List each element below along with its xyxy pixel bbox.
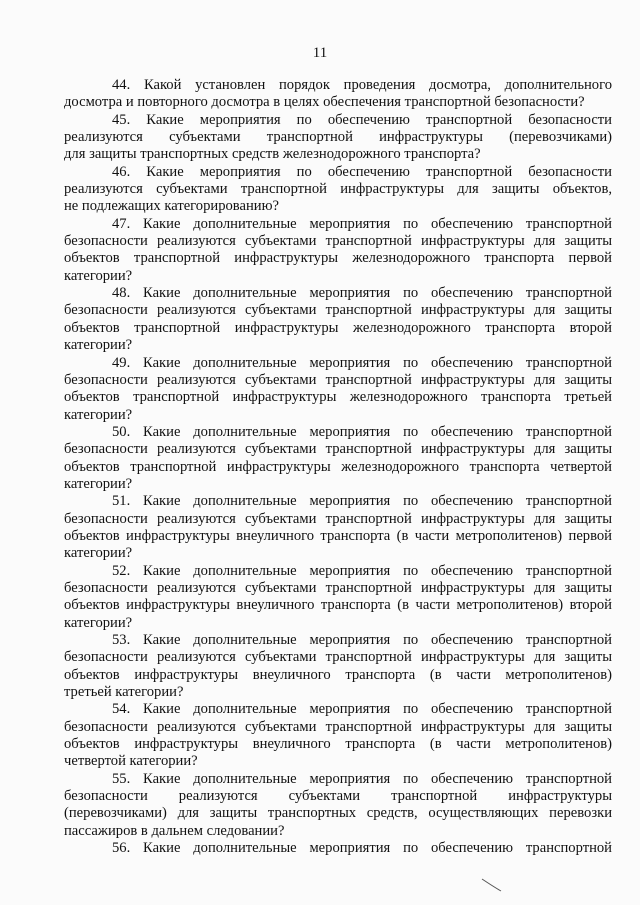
text-line: 56. Какие дополнительные мероприятия по обеспечению транспортной xyxy=(112,840,612,857)
question-paragraph xyxy=(64,840,612,857)
text-line: безопасности реализуются субъектами транспортной инфраструктуры для защиты xyxy=(64,302,612,319)
question-paragraph xyxy=(64,424,612,493)
text-line: категории? xyxy=(64,545,133,562)
text-line: объектов инфраструктуры внеуличного транспорта (в части метрополитенов) первой xyxy=(64,527,612,544)
text-line: для защиты транспортных средств железнодорожного транспорта? xyxy=(64,146,481,163)
text-line: (перевозчиками) для защиты транспортных средств, осуществляющих перевозки xyxy=(64,805,612,822)
question-paragraph xyxy=(64,771,612,840)
pen-mark-icon xyxy=(480,876,504,894)
text-line: 49. Какие дополнительные мероприятия по обеспечению транспортной xyxy=(112,354,612,371)
text-line: 44. Какой установлен порядок проведения досмотра, дополнительного xyxy=(112,77,612,93)
text-line: категории? xyxy=(64,406,133,423)
text-line: 53. Какие дополнительные мероприятия по обеспечению транспортной xyxy=(112,632,612,648)
text-line: безопасности реализуются субъектами транспортной инфраструктуры для защиты xyxy=(64,718,612,735)
question-paragraph xyxy=(64,355,612,424)
question-paragraph xyxy=(64,701,612,770)
text-line: безопасности реализуются субъектами транспортной инфраструктуры для защиты xyxy=(64,579,612,596)
question-paragraph xyxy=(64,112,612,164)
question-paragraph xyxy=(64,164,612,216)
text-line: категории? xyxy=(64,267,133,284)
text-line: безопасности реализуются субъектами транспортной инфраструктуры для защиты xyxy=(64,649,612,666)
text-line: 46. Какие мероприятия по обеспечению транспортной безопасности xyxy=(112,163,612,180)
text-line: реализуются субъектами транспортной инфраструктуры для защиты объектов, xyxy=(64,181,612,198)
text-line: объектов транспортной инфраструктуры железнодорожного транспорта четвертой xyxy=(64,458,612,475)
question-paragraph xyxy=(64,77,612,112)
question-paragraph xyxy=(64,563,612,632)
text-line: 51. Какие дополнительные мероприятия по обеспечению транспортной xyxy=(112,493,612,510)
text-line: безопасности реализуются субъектами транспортной инфраструктуры для защиты xyxy=(64,371,612,388)
text-line: безопасности реализуются субъектами транспортной инфраструктуры xyxy=(64,788,612,805)
text-line: объектов инфраструктуры внеуличного транспорта (в части метрополитенов) xyxy=(64,736,612,753)
text-line: 52. Какие дополнительные мероприятия по обеспечению транспортной xyxy=(112,562,612,579)
text-line: 50. Какие дополнительные мероприятия по обеспечению транспортной xyxy=(112,423,612,440)
text-line: объектов транспортной инфраструктуры железнодорожного транспорта третьей xyxy=(64,389,612,406)
text-line: реализуются субъектами транспортной инфраструктуры (перевозчиками) xyxy=(64,129,612,146)
question-paragraph xyxy=(64,493,612,562)
text-line: безопасности реализуются субъектами транспортной инфраструктуры для защиты xyxy=(64,233,612,250)
question-paragraph xyxy=(64,285,612,354)
text-line: 45. Какие мероприятия по обеспечению транспортной безопасности xyxy=(112,111,612,128)
text-line: 55. Какие дополнительные мероприятия по обеспечению транспортной xyxy=(112,770,612,787)
text-line: 54. Какие дополнительные мероприятия по обеспечению транспортной xyxy=(112,701,612,718)
question-paragraph xyxy=(64,632,612,701)
text-line: категории? xyxy=(64,337,133,354)
document-body xyxy=(64,77,612,857)
question-paragraph xyxy=(64,216,612,285)
text-line: категории? xyxy=(64,475,133,492)
text-line: безопасности реализуются субъектами транспортной инфраструктуры для защиты xyxy=(64,441,612,458)
text-line: объектов инфраструктуры внеуличного транспорта (в части метрополитенов) xyxy=(64,666,612,683)
text-line: третьей категории? xyxy=(64,684,184,701)
page-number: 11 xyxy=(312,45,328,61)
text-line: 48. Какие дополнительные мероприятия по обеспечению транспортной xyxy=(112,285,612,302)
text-line: 47. Какие дополнительные мероприятия по обеспечению транспортной xyxy=(112,215,612,232)
text-line: досмотра и повторного досмотра в целях обеспечения транспортной безопасности? xyxy=(64,94,585,111)
text-line: четвертой категории? xyxy=(64,753,198,770)
text-line: безопасности реализуются субъектами транспортной инфраструктуры для защиты xyxy=(64,510,612,527)
text-line: не подлежащих категорированию? xyxy=(64,198,279,215)
text-line: объектов транспортной инфраструктуры железнодорожного транспорта второй xyxy=(64,319,612,336)
text-line: категории? xyxy=(64,614,133,631)
text-line: объектов транспортной инфраструктуры железнодорожного транспорта первой xyxy=(64,250,612,267)
text-line: пассажиров в дальнем следовании? xyxy=(64,822,285,839)
text-line: объектов инфраструктуры внеуличного транспорта (в части метрополитенов) второй xyxy=(64,597,612,614)
